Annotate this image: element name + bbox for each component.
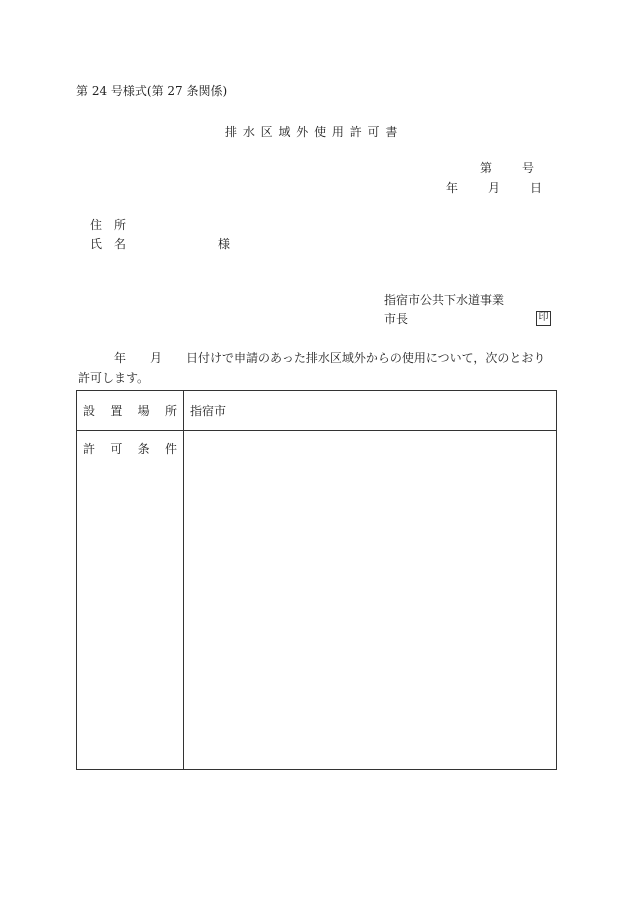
label-char: 条 bbox=[137, 442, 150, 456]
table-row bbox=[77, 391, 557, 431]
reference-number: 第 号 bbox=[480, 161, 537, 175]
label-char: 所 bbox=[164, 404, 177, 418]
label-char: 設 bbox=[83, 404, 96, 418]
installation-location-label bbox=[77, 391, 184, 431]
label-char: 可 bbox=[110, 442, 123, 456]
body-text: 年 月 日付けで申請のあった排水区域外からの使用について，次のとおり許可します。 bbox=[78, 351, 546, 385]
permit-conditions-label bbox=[77, 431, 184, 770]
issue-date: 年 月 日 bbox=[446, 181, 545, 195]
label-char: 許 bbox=[83, 442, 96, 456]
issuer-title: 市長 bbox=[384, 312, 409, 326]
honorific: 様 bbox=[218, 237, 231, 251]
location-value-text: 指宿市 bbox=[190, 404, 227, 418]
issuer-organization: 指宿市公共下水道事業 bbox=[384, 293, 505, 307]
installation-location-value[interactable] bbox=[184, 391, 557, 431]
label-char: 置 bbox=[110, 404, 123, 418]
table-row bbox=[77, 431, 557, 770]
label-char: 件 bbox=[164, 442, 177, 456]
document-title: 排 水 区 域 外 使 用 許 可 書 bbox=[225, 125, 399, 139]
form-number: 第 24 号様式(第 27 条関係) bbox=[76, 84, 228, 98]
label-char: 場 bbox=[137, 404, 150, 418]
permit-conditions-value[interactable] bbox=[184, 431, 557, 770]
seal-mark: 印 bbox=[536, 311, 551, 326]
permit-details-table bbox=[76, 390, 557, 770]
name-label: 氏 名 bbox=[90, 237, 127, 251]
address-label: 住 所 bbox=[90, 218, 127, 232]
